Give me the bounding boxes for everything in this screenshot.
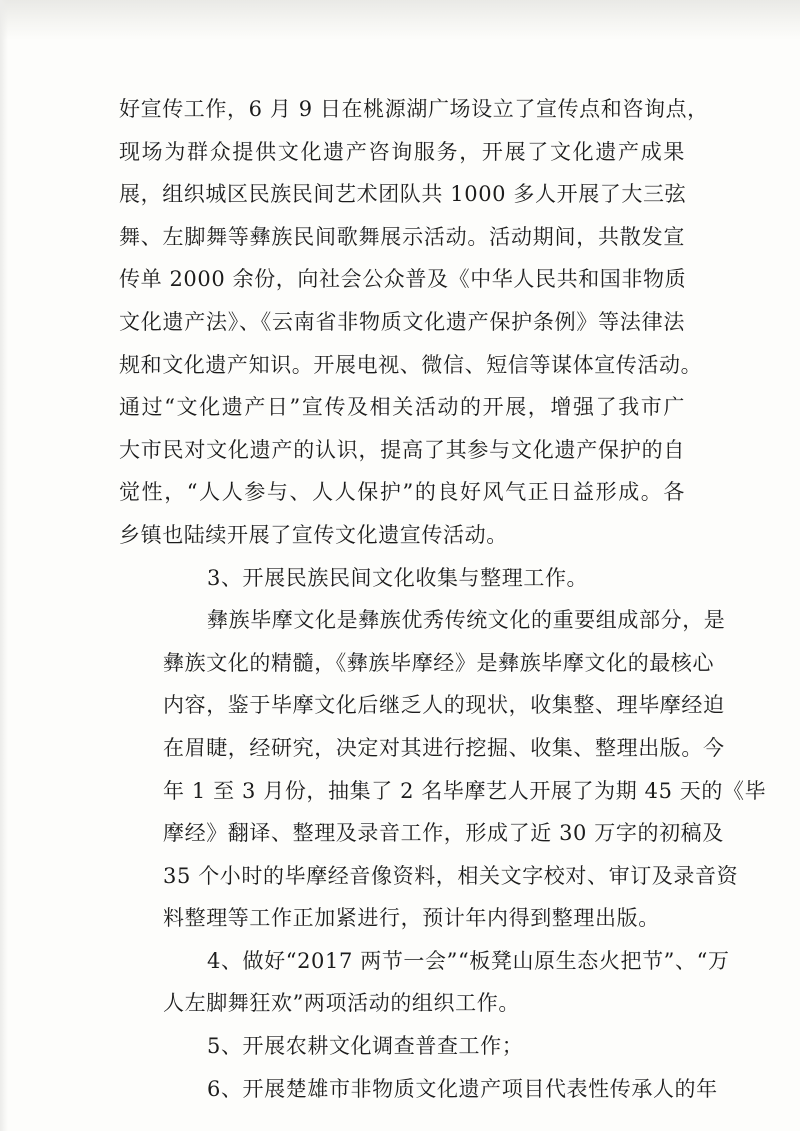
text-line: 展，组织城区民族民间艺术团队共 1000 多人开展了大三弦 bbox=[119, 182, 687, 207]
text-line: 3、开展民族民间文化收集与整理工作。 bbox=[207, 565, 589, 590]
text-line: 现场为群众提供文化遗产咨询服务，开展了文化遗产成果 bbox=[119, 139, 685, 164]
scan-left-shadow bbox=[0, 0, 8, 1131]
paragraph-p6 bbox=[119, 1068, 718, 1111]
text-line: 乡镇也陆续开展了宣传文化遗宣传活动。 bbox=[119, 522, 508, 547]
text-line: 5、开展农耕文化调查普查工作； bbox=[207, 1034, 524, 1059]
text-line: 传单 2000 余份，向社会公众普及《中华人民共和国非物质 bbox=[119, 267, 687, 292]
text-line: 好宣传工作，6 月 9 日在桃源湖广场设立了宣传点和咨询点， bbox=[119, 97, 709, 121]
scan-top-shadow bbox=[0, 0, 800, 40]
text-line: 摩经》翻译、整理及录音工作，形成了近 30 万字的初稿及 bbox=[163, 821, 724, 846]
text-line: 人左脚舞狂欢”两项活动的组织工作。 bbox=[163, 991, 520, 1016]
text-line: 觉性，“人人参与、人人保护”的良好风气正日益形成。各 bbox=[119, 480, 685, 505]
text-line: 彝族文化的精髓，《彝族毕摩经》是彝族毕摩文化的最核心 bbox=[163, 650, 715, 675]
paragraph-p3 bbox=[119, 599, 767, 940]
text-line: 舞、左脚舞等彝族民间歌舞展示活动。活动期间，共散发宣 bbox=[119, 224, 685, 249]
text-line: 文化遗产法》、《云南省非物质文化遗产保护条例》等法律法 bbox=[119, 309, 685, 334]
paragraph-p1 bbox=[119, 88, 709, 557]
text-line: 大市民对文化遗产的认识，提高了其参与文化遗产保护的自 bbox=[119, 437, 685, 462]
text-line: 通过“文化遗产日”宣传及相关活动的开展，增强了我市广 bbox=[119, 395, 685, 420]
paragraph-p5 bbox=[119, 1025, 685, 1068]
paragraph-p4 bbox=[119, 940, 730, 1025]
text-line: 35 个小时的毕摩经音像资料，相关文字校对、审订及录音资 bbox=[163, 863, 739, 888]
text-line: 彝族毕摩文化是彝族优秀传统文化的重要组成部分，是 bbox=[207, 608, 726, 633]
document-body bbox=[119, 88, 767, 1110]
text-line: 4、做好“2017 两节一会”“板凳山原生态火把节”、“万 bbox=[207, 948, 730, 973]
text-line: 规和文化遗产知识。开展电视、微信、短信等谋体宣传活动。 bbox=[119, 352, 703, 377]
text-line: 年 1 至 3 月份，抽集了 2 名毕摩艺人开展了为期 45 天的《毕 bbox=[163, 778, 767, 803]
text-line: 内容，鉴于毕摩文化后继乏人的现状，收集整、理毕摩经迫 bbox=[163, 693, 725, 718]
text-line: 料整理等工作正加紧进行，预计年内得到整理出版。 bbox=[163, 906, 660, 931]
text-line: 6、开展楚雄市非物质文化遗产项目代表性传承人的年 bbox=[207, 1076, 718, 1101]
paragraph-p2 bbox=[119, 557, 685, 600]
text-line: 在眉睫，经研究，决定对其进行挖掘、收集、整理出版。今 bbox=[163, 735, 725, 760]
